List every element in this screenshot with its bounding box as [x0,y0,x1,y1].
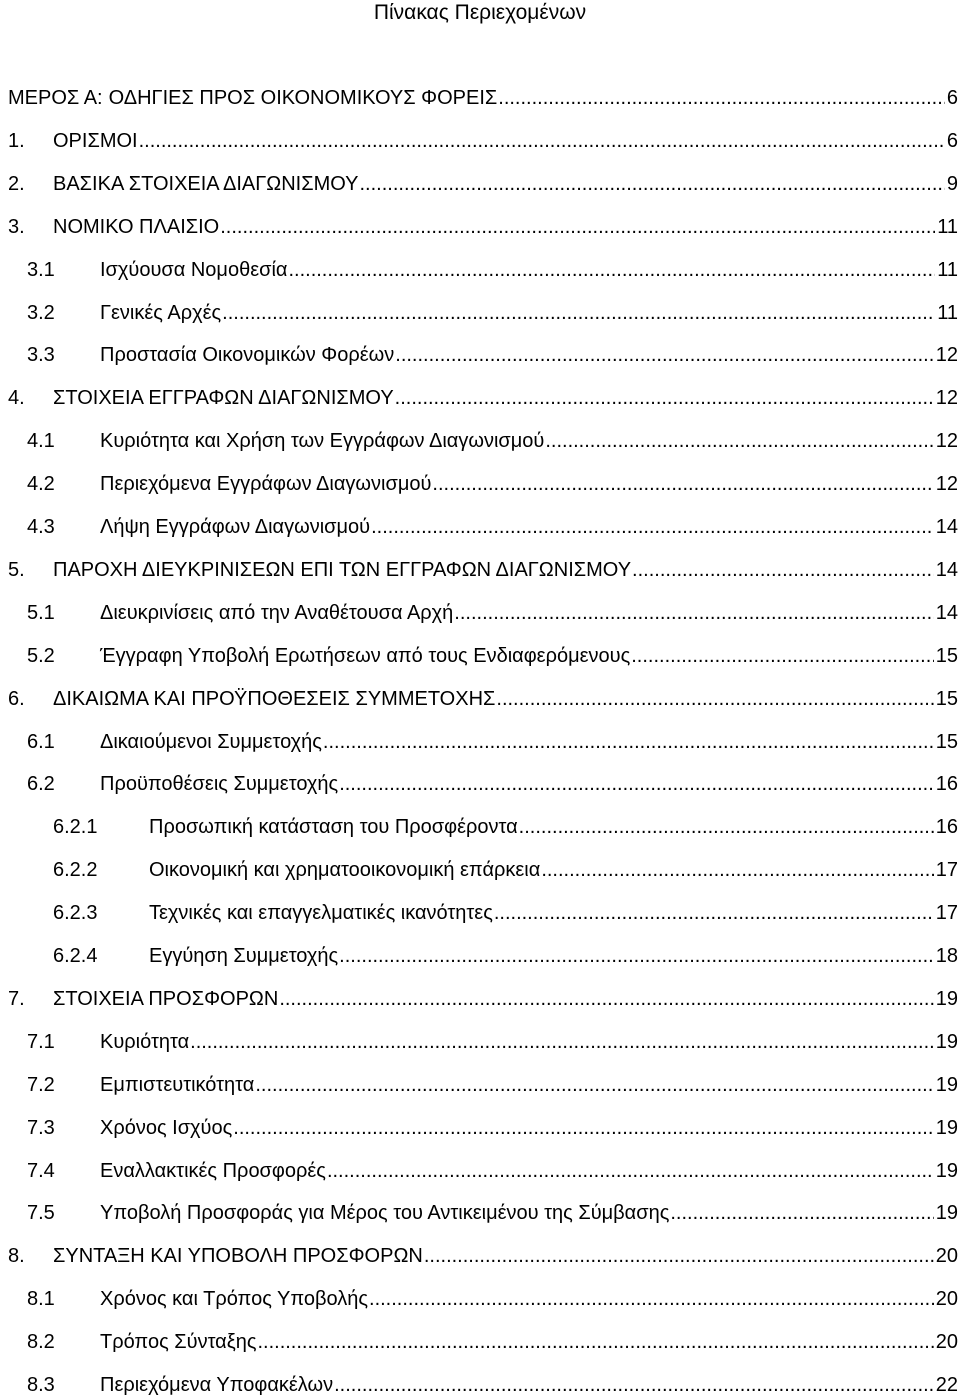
toc-dot-leader [545,427,933,455]
toc-entry-number: 5. [8,558,25,581]
toc-entry-number: 7.5 [27,1202,55,1225]
toc-entry-number: 8.2 [27,1331,55,1354]
toc-entry[interactable] [0,599,958,627]
toc-entry-number: 3.1 [27,258,55,281]
toc-dot-leader [670,1199,933,1227]
toc-entry-label [149,899,958,927]
toc-entry-label [149,813,958,841]
toc-entry-label [100,1157,958,1185]
toc-entry-title: Τεχνικές και επαγγελματικές ικανότητες [149,902,493,925]
toc-entry-number: 6.2 [27,773,55,796]
toc-entry-page-number: 6 [946,129,958,152]
toc-dot-leader [541,856,933,884]
toc-entry-page-number: 19 [935,1073,958,1096]
toc-entry[interactable] [0,685,958,713]
toc-entry-page-number: 12 [935,473,958,496]
toc-entry-number: 3.2 [27,301,55,324]
toc-entry-page-number: 11 [937,301,958,324]
toc-dot-leader [632,556,934,584]
toc-entry[interactable] [0,770,958,798]
toc-dot-leader [255,1071,933,1099]
toc-dot-leader [220,213,935,241]
toc-entry-label [100,256,958,284]
toc-dot-leader [339,942,934,970]
toc-entry-page-number: 12 [935,430,958,453]
toc-entry-page-number: 9 [946,172,958,195]
toc-dot-leader [279,985,933,1013]
toc-entry-label [100,341,958,369]
toc-entry-page-number: 19 [935,1202,958,1225]
toc-entry-number: ΜΕΡΟΣ Α: [8,87,103,109]
toc-entry-label [53,685,958,713]
toc-entry-label [100,1199,958,1227]
toc-entry-number: 8.3 [27,1374,55,1396]
toc-entry-label [100,1285,958,1313]
toc-entry-page-number: 12 [935,344,958,367]
toc-entry-title: Οικονομική και χρηματοοικονομική επάρκεια [149,859,541,882]
toc-entry[interactable] [0,127,958,155]
toc-entry-title: Χρόνος Ισχύος [100,1116,233,1139]
toc-entry-number: 6.2.4 [53,945,98,967]
toc-dot-leader [395,384,934,412]
toc-entry-title: ΟΡΙΣΜΟΙ [53,129,138,152]
toc-entry-label [100,1371,958,1399]
toc-dot-leader [519,813,934,841]
toc-entry-label [53,127,958,155]
toc-entry-title: Εγγύηση Συμμετοχής [149,945,339,967]
toc-entry-title: Εμπιστευτικότητα [100,1073,255,1096]
toc-entry-label [53,985,958,1013]
toc-entry-title: Περιεχόμενα Εγγράφων Διαγωνισμού [100,473,432,496]
toc-entry-label [53,384,958,412]
toc-dot-leader [323,728,934,756]
toc-entry-title: Λήψη Εγγράφων Διαγωνισμού [100,516,371,538]
toc-entry[interactable] [0,170,958,198]
toc-entry-title: Κυριότητα [100,1030,190,1053]
toc-entry[interactable] [0,1285,958,1313]
toc-title: Πίνακας Περιεχομένων [373,1,587,24]
toc-entry[interactable] [0,856,958,884]
toc-entry[interactable] [0,1371,958,1399]
toc-entry-page-number: 16 [935,773,958,796]
toc-entry[interactable] [0,1199,958,1227]
toc-entry-label [53,1242,958,1270]
toc-entry-title: Ισχύουσα Νομοθεσία [100,258,288,281]
toc-entry-number: 6.1 [27,730,55,753]
toc-entry-page-number: 19 [935,1159,958,1182]
toc-dot-leader [222,299,935,327]
toc-entry-label [100,1114,958,1142]
toc-entry-label [100,770,958,798]
toc-entry[interactable] [0,1028,958,1056]
toc-dot-leader [327,1157,934,1185]
toc-dot-leader [288,256,935,284]
toc-entry-page-number: 19 [935,1116,958,1139]
toc-entry-number: 8.1 [27,1288,55,1311]
toc-entry-title: Προσωπική κατάσταση του Προσφέροντα [149,816,518,839]
toc-entry-label [100,1071,958,1099]
toc-entry-label [100,728,958,756]
toc-entry-label [100,1028,958,1056]
toc-dot-leader [498,84,945,112]
toc-entry[interactable] [0,384,958,412]
toc-entry-label [53,556,958,584]
toc-entry-number: 7.4 [27,1159,55,1182]
toc-dot-leader [257,1328,933,1356]
toc-entry-title: ΟΔΗΓΙΕΣ ΠΡΟΣ ΟΙΚΟΝΟΜΙΚΟΥΣ ΦΟΡΕΙΣ [108,87,498,109]
toc-entry[interactable] [0,642,958,670]
toc-entry-page-number: 17 [935,859,958,882]
toc-entry-page-number: 15 [935,687,958,710]
toc-entry-number: 4. [8,387,25,410]
toc-entry[interactable] [0,513,958,541]
toc-entry-number: 6.2.1 [53,816,98,839]
toc-dot-leader [334,1371,934,1399]
toc-entry-page-number: 14 [935,516,958,538]
toc-entry-number: 6. [8,687,25,710]
toc-entry[interactable] [0,556,958,584]
toc-entry[interactable] [0,299,958,327]
toc-entry-page-number: 11 [937,215,958,238]
toc-entry-title: ΣΤΟΙΧΕΙΑ ΠΡΟΣΦΟΡΩΝ [53,987,279,1010]
toc-entry-number: 5.2 [27,644,55,667]
toc-entry-title: Εναλλακτικές Προσφορές [100,1159,326,1182]
toc-dot-leader [631,642,934,670]
toc-entry-label [100,642,958,670]
toc-entry-title: Τρόπος Σύνταξης [100,1331,257,1354]
toc-entry-label [8,84,958,112]
toc-dot-leader [339,770,934,798]
toc-entry[interactable] [0,728,958,756]
toc-entry[interactable] [0,1114,958,1142]
toc-entry-number: 7. [8,987,25,1010]
toc-entry-title: ΣΥΝΤΑΞΗ ΚΑΙ ΥΠΟΒΟΛΗ ΠΡΟΣΦΟΡΩΝ [53,1245,423,1268]
toc-entry-page-number: 20 [935,1288,958,1311]
toc-entry-page-number: 6 [946,87,958,109]
toc-entry[interactable] [0,427,958,455]
toc-entry-page-number: 15 [935,644,958,667]
toc-dot-leader [454,599,933,627]
toc-entry[interactable] [0,341,958,369]
toc-entry-label [100,513,958,541]
toc-entry-title: ΠΑΡΟΧΗ ΔΙΕΥΚΡΙΝΙΣΕΩΝ ΕΠΙ ΤΩΝ ΕΓΓΡΑΦΩΝ ΔΙΑΓΩΝΙΣΜΟΥ [53,558,632,581]
toc-entry-page-number: 20 [935,1245,958,1268]
toc-entry-page-number: 19 [935,1030,958,1053]
toc-entry-title: ΒΑΣΙΚΑ ΣΤΟΙΧΕΙΑ ΔΙΑΓΩΝΙΣΜΟΥ [53,172,359,195]
toc-entry-number: 8. [8,1245,25,1268]
toc-entry-number: 4.2 [27,473,55,496]
toc-dot-leader [360,170,945,198]
toc-entry-page-number: 15 [935,730,958,753]
toc-dot-leader [371,513,934,541]
toc-entry[interactable] [0,1071,958,1099]
toc-dot-leader [233,1114,933,1142]
toc-entry-number: 5.1 [27,601,55,624]
toc-entry-number: 7.1 [27,1030,55,1053]
toc-entry-label [53,213,958,241]
toc-dot-leader [369,1285,934,1313]
toc-entry-label [100,1328,958,1356]
toc-dot-leader [494,899,934,927]
toc-entry-title: ΣΤΟΙΧΕΙΑ ΕΓΓΡΑΦΩΝ ΔΙΑΓΩΝΙΣΜΟΥ [53,387,394,410]
toc-entry-page-number: 20 [935,1331,958,1354]
toc-entry-title: ΝΟΜΙΚΟ ΠΛΑΙΣΙΟ [53,215,220,238]
toc-dot-leader [395,341,933,369]
toc-entry-title: Γενικές Αρχές [100,301,222,324]
toc-entry-page-number: 19 [935,987,958,1010]
toc-entry-title: Υποβολή Προσφοράς για Μέρος του Αντικειμένου της Σύμβασης [100,1202,670,1225]
toc-entry-label [149,856,958,884]
toc-entry-title: Διευκρινίσεις από την Αναθέτουσα Αρχή [100,601,454,624]
toc-entry[interactable] [0,899,958,927]
toc-dot-leader [139,127,945,155]
toc-entry-page-number: 22 [935,1374,958,1396]
toc-entry[interactable] [0,84,958,112]
toc-entry-label [53,170,958,198]
toc-dot-leader [424,1242,934,1270]
toc-entry-number: 3.3 [27,344,55,367]
toc-entry-label [100,599,958,627]
toc-entry-title: Χρόνος και Τρόπος Υποβολής [100,1288,369,1311]
toc-entry-page-number: 16 [935,816,958,839]
toc-entry-title: Προϋποθέσεις Συμμετοχής [100,773,339,796]
toc-entry[interactable] [0,256,958,284]
toc-entry-label [149,942,958,970]
toc-entry[interactable] [0,470,958,498]
toc-entry-number: 2. [8,172,25,195]
toc-entry-number: 1. [8,129,25,152]
toc-entry[interactable] [0,1242,958,1270]
toc-entry-title: ΔΙΚΑΙΩΜΑ ΚΑΙ ΠΡΟΫΠΟΘΕΣΕΙΣ ΣΥΜΜΕΤΟΧΗΣ [53,687,496,710]
toc-entry-title: Δικαιούμενοι Συμμετοχής [100,730,322,753]
toc-entry-number: 6.2.3 [53,902,98,925]
toc-entry[interactable] [0,1328,958,1356]
toc-entry-number: 7.2 [27,1073,55,1096]
toc-dot-leader [432,470,933,498]
toc-entry-number: 7.3 [27,1116,55,1139]
toc-entry-label [100,470,958,498]
toc-entry-page-number: 17 [935,902,958,925]
toc-entry-page-number: 14 [935,601,958,624]
toc-entry-label [100,427,958,455]
toc-entry[interactable] [0,985,958,1013]
toc-entry-number: 3. [8,215,25,238]
toc-entry-page-number: 12 [935,387,958,410]
toc-entry[interactable] [0,213,958,241]
toc-entry-title: Περιεχόμενα Υποφακέλων [100,1374,334,1396]
toc-entry-page-number: 18 [935,945,958,967]
toc-dot-leader [496,685,933,713]
toc-entry-page-number: 14 [935,558,958,581]
toc-entry-label [100,299,958,327]
toc-entry-title: Κυριότητα και Χρήση των Εγγράφων Διαγωνισμού [100,430,545,453]
toc-entry-number: 4.3 [27,516,55,538]
toc-entry[interactable] [0,942,958,970]
toc-dot-leader [190,1028,934,1056]
toc-entry-page-number: 11 [937,258,958,281]
toc-entry-number: 4.1 [27,430,55,453]
toc-entry-number: 6.2.2 [53,859,98,882]
toc-entry-title: Έγγραφη Υποβολή Ερωτήσεων από τους Ενδιαφερόμενους [100,644,631,667]
toc-entry[interactable] [0,1157,958,1185]
toc-entry-title: Προστασία Οικονομικών Φορέων [100,344,395,367]
toc-entry[interactable] [0,813,958,841]
